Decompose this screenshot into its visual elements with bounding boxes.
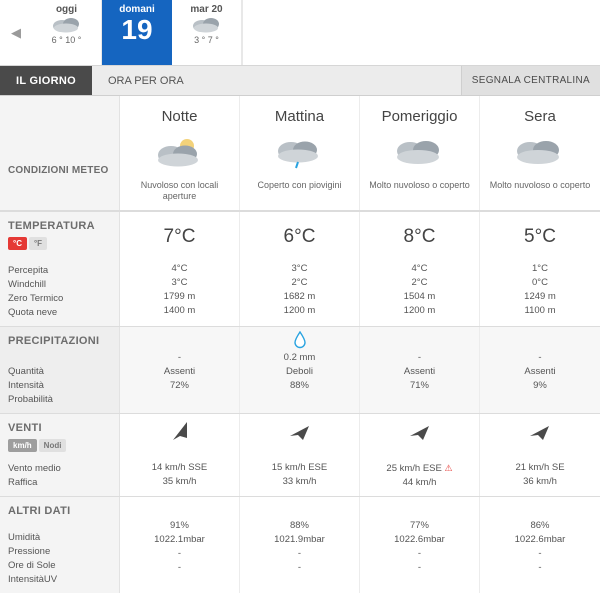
- drop-icon: [242, 331, 357, 351]
- segnala-centralina-button[interactable]: SEGNALA CENTRALINA: [461, 66, 600, 95]
- conditions-desc-mattina: Coperto con piovigini: [257, 180, 342, 190]
- clouds-glyph: [511, 135, 569, 171]
- wind-arrow-glyph: [167, 418, 193, 444]
- value-intensita-uv: -: [417, 562, 422, 573]
- wind-arrow-icon: [482, 418, 598, 449]
- row-label-quota-neve: Quota neve: [8, 307, 58, 318]
- value-percepita: 1°C: [532, 263, 548, 274]
- day-temps: 6 ° 10 °: [51, 35, 82, 45]
- temp-big: 5°C: [524, 226, 556, 247]
- drop-glyph: [293, 331, 307, 349]
- temperature-label: TEMPERATURA: [8, 220, 95, 232]
- precip-icon-slot: [362, 331, 477, 351]
- value-quota-neve: 1200 m: [283, 305, 316, 316]
- day-strip: [0, 0, 600, 66]
- temperature-value-mattina: [240, 212, 360, 258]
- row-label-ore-di-sole: Ore di Sole: [8, 560, 56, 571]
- row-label-windchill: Windchill: [8, 279, 47, 290]
- precipitations-cell-notte: [120, 327, 240, 413]
- clouds-icon: [391, 163, 449, 174]
- value-umidita: 91%: [169, 520, 189, 531]
- wind-arrow-icon: [362, 418, 477, 449]
- warning-icon: ⚠: [444, 463, 453, 473]
- precipitations-cell-sera: [480, 327, 600, 413]
- value-umidita: 77%: [409, 520, 429, 531]
- other-data-cell-notte: [120, 497, 240, 593]
- winds-label-cell: [0, 414, 120, 496]
- tab-bar: [0, 66, 600, 96]
- unit-fahrenheit[interactable]: °F: [29, 237, 47, 250]
- column-header-notte: Notte: [120, 96, 240, 131]
- value-vento-medio: 21 km/h SE: [515, 462, 565, 473]
- value-probabilita: 72%: [169, 380, 189, 391]
- value-percepita: 4°C: [171, 263, 188, 274]
- value-intensita-uv: -: [177, 562, 182, 573]
- tab-ora-per-ora[interactable]: ORA PER ORA: [107, 74, 184, 87]
- value-intensita: Assenti: [403, 366, 436, 377]
- other-data-cell-mattina: [240, 497, 360, 593]
- conditions-desc-notte: Nuvoloso con locali aperture: [140, 180, 219, 201]
- other-data-row: [0, 496, 600, 593]
- winds-cell-mattina: [240, 414, 360, 496]
- tab-il-giorno[interactable]: IL GIORNO: [0, 66, 92, 95]
- other-data-label: ALTRI DATI: [8, 505, 71, 517]
- unit-celsius[interactable]: °C: [8, 237, 27, 250]
- value-raffica: 33 km/h: [282, 476, 317, 487]
- value-windchill: 2°C: [411, 277, 428, 288]
- value-probabilita: 88%: [289, 380, 309, 391]
- unit-nodi[interactable]: Nodi: [39, 439, 67, 452]
- precipitations-cell-pomeriggio: [360, 327, 480, 413]
- value-pressione: 1021.9mbar: [274, 534, 325, 545]
- winds-label: VENTI: [8, 422, 42, 434]
- winds-row: [0, 413, 600, 496]
- value-ore-di-sole: -: [538, 548, 542, 559]
- value-quantita: -: [538, 352, 542, 363]
- cloud-moon-icon: [151, 163, 209, 174]
- value-zero-termico: 1799 m: [163, 291, 196, 302]
- temperature-details-notte: [120, 258, 240, 326]
- winds-cell-sera: [480, 414, 600, 496]
- day-temps: 3 ° 7 °: [194, 35, 219, 45]
- row-label-pressione: Pressione: [8, 546, 51, 557]
- temperature-detail-labels: [0, 258, 120, 326]
- unit-kmh[interactable]: km/h: [8, 439, 37, 452]
- cloud-drizzle-glyph: [271, 135, 329, 171]
- day-label: domani: [119, 4, 155, 15]
- conditions-desc-sera: Molto nuvoloso o coperto: [489, 180, 591, 190]
- conditions-row: [0, 131, 600, 211]
- conditions-cell-mattina: [240, 131, 360, 210]
- value-vento-medio: 15 km/h ESE: [271, 462, 328, 473]
- value-quota-neve: 1400 m: [163, 305, 196, 316]
- other-data-label-cell: [0, 497, 120, 593]
- prev-day-arrow[interactable]: ◀: [11, 24, 21, 40]
- value-quantita: -: [417, 352, 422, 363]
- temperature-label-cell: [0, 212, 120, 258]
- value-zero-termico: 1682 m: [283, 291, 316, 302]
- value-intensita: Assenti: [163, 366, 196, 377]
- conditions-cell-sera: [480, 131, 600, 210]
- day-tab-mar20[interactable]: [172, 0, 242, 65]
- wind-arrow-glyph: [407, 418, 433, 444]
- temp-big: 6°C: [283, 226, 316, 247]
- precipitations-cell-mattina: [240, 327, 360, 413]
- value-pressione: 1022.6mbar: [514, 534, 566, 545]
- cloud-icon: [32, 15, 101, 35]
- wind-arrow-icon: [242, 418, 357, 449]
- conditions-cell-notte: [120, 131, 240, 210]
- value-raffica: 36 km/h: [523, 476, 557, 487]
- header-corner: [0, 96, 120, 131]
- value-raffica: 44 km/h: [402, 477, 437, 488]
- value-percepita: 3°C: [291, 263, 308, 274]
- value-windchill: 0°C: [532, 277, 548, 288]
- clouds-glyph: [391, 135, 449, 171]
- value-zero-termico: 1249 m: [524, 291, 556, 302]
- row-label-quantita: Quantità: [8, 366, 44, 377]
- temperature-value-notte: [120, 212, 240, 258]
- value-pressione: 1022.6mbar: [394, 534, 445, 545]
- precip-icon-slot: [482, 331, 598, 351]
- precipitations-label-cell: [0, 327, 120, 413]
- value-quantita: -: [177, 352, 182, 363]
- day-number: 19: [121, 14, 153, 45]
- column-header-row: [0, 96, 600, 131]
- temperature-details-mattina: [240, 258, 360, 326]
- row-label-umidita: Umidità: [8, 532, 41, 543]
- winds-cell-notte: [120, 414, 240, 496]
- value-intensita-uv: -: [538, 562, 542, 573]
- spacer: [242, 501, 357, 519]
- value-probabilita: 9%: [533, 380, 547, 391]
- value-intensita: Assenti: [524, 366, 556, 377]
- value-windchill: 3°C: [171, 277, 188, 288]
- row-label-probabilita: Probabilità: [8, 394, 53, 405]
- cloud-drizzle-icon: [271, 163, 329, 174]
- value-vento-medio: 14 km/h SSE: [151, 462, 208, 473]
- value-ore-di-sole: -: [177, 548, 182, 559]
- spacer: [362, 501, 477, 519]
- value-vento-medio: 25 km/h ESE: [386, 463, 442, 474]
- value-quota-neve: 1200 m: [403, 305, 436, 316]
- other-data-cell-pomeriggio: [360, 497, 480, 593]
- temp-big: 7°C: [163, 226, 196, 247]
- spacer: [122, 501, 237, 519]
- value-ore-di-sole: -: [417, 548, 422, 559]
- day-tab-domani[interactable]: [102, 0, 172, 65]
- forecast-grid: [0, 96, 600, 593]
- row-label-zero-termico: Zero Termico: [8, 293, 64, 304]
- temperature-detail-rows: [0, 258, 600, 326]
- wind-arrow-glyph: [527, 418, 553, 444]
- value-quota-neve: 1100 m: [524, 305, 556, 316]
- conditions-cell-pomeriggio: [360, 131, 480, 210]
- clouds-icon: [511, 163, 569, 174]
- cloud-moon-glyph: [151, 135, 209, 171]
- column-header-mattina: Mattina: [240, 96, 360, 131]
- value-intensita-uv: -: [297, 562, 302, 573]
- value-zero-termico: 1504 m: [403, 291, 436, 302]
- day-label: oggi: [55, 4, 78, 15]
- precipitations-row: [0, 326, 600, 413]
- temperature-details-pomeriggio: [360, 258, 480, 326]
- conditions-desc-pomeriggio: Molto nuvoloso o coperto: [369, 180, 470, 190]
- value-percepita: 4°C: [411, 263, 428, 274]
- winds-unit-toggle[interactable]: [8, 439, 111, 452]
- wind-arrow-glyph: [287, 418, 313, 444]
- spacer: [482, 501, 598, 519]
- temp-big: 8°C: [403, 226, 436, 247]
- cloud-glyph: [50, 15, 84, 33]
- row-label-raffica: Raffica: [8, 477, 38, 488]
- temperature-row: [0, 211, 600, 258]
- value-intensita: Deboli: [286, 366, 313, 377]
- precip-icon-slot: [122, 331, 237, 351]
- row-label-intensita: Intensità: [8, 380, 44, 391]
- temperature-details-sera: [480, 258, 600, 326]
- day-strip-filler: [242, 0, 600, 65]
- cloud-icon: [172, 15, 241, 35]
- precipitations-label: PRECIPITAZIONI: [8, 335, 100, 347]
- value-umidita: 88%: [289, 520, 309, 531]
- winds-cell-pomeriggio: [360, 414, 480, 496]
- tab-spacer: [200, 66, 461, 95]
- value-vento-medio-wrap: [362, 461, 477, 476]
- other-data-cell-sera: [480, 497, 600, 593]
- value-windchill: 2°C: [291, 277, 308, 288]
- wind-arrow-icon: [122, 418, 237, 449]
- conditions-label: CONDIZIONI METEO: [0, 131, 120, 210]
- day-label: mar 20: [190, 4, 223, 15]
- value-probabilita: 71%: [409, 380, 429, 391]
- day-tab-oggi[interactable]: [32, 0, 102, 65]
- temperature-value-sera: [480, 212, 600, 258]
- column-header-sera: Sera: [524, 108, 556, 125]
- value-raffica: 35 km/h: [162, 476, 197, 487]
- value-pressione: 1022.1mbar: [154, 534, 205, 545]
- value-quantita: 0.2 mm: [283, 352, 316, 363]
- cloud-glyph: [190, 15, 224, 33]
- value-ore-di-sole: -: [297, 548, 302, 559]
- row-label-vento-medio: Vento medio: [8, 463, 61, 474]
- temperature-value-pomeriggio: [360, 212, 480, 258]
- column-header-pomeriggio: Pomeriggio: [360, 96, 480, 131]
- value-umidita: 86%: [530, 520, 550, 531]
- row-label-intensita-uv: IntensitàUV: [8, 574, 58, 585]
- row-label-percepita: Percepita: [8, 265, 49, 276]
- temperature-unit-toggle[interactable]: [8, 237, 111, 250]
